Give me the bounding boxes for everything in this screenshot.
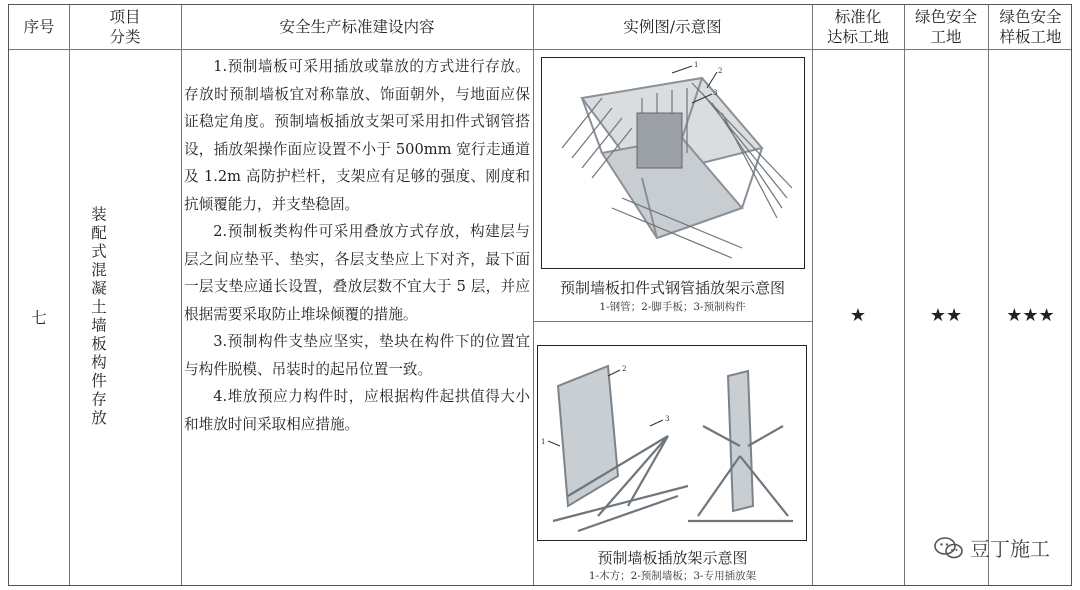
col-divider — [181, 5, 182, 585]
paragraph-1: 1.预制墙板可采用插放或靠放的方式进行存放。存放时预制墙板宜对称靠放、饰面朝外，与地面应保证稳定角度。预制墙板插放支架可采用扣件式钢管搭设，插放架操作面应设置不小于 500mm 宽行走通道及 1.2m 高防护栏杆，支架应有足够的强度、刚度和抗倾覆能力，并支垫稳固。 — [184, 58, 530, 213]
header-example: 实例图/示意图 — [623, 18, 722, 36]
figure-divider — [533, 321, 812, 322]
callout-1: 1 — [694, 61, 699, 69]
callout-2: 2 — [718, 67, 723, 75]
callout-3: 3 — [713, 89, 718, 97]
header-divider — [9, 49, 1071, 50]
wechat-icon — [934, 536, 964, 560]
stars-green-model: ★★★ — [1006, 305, 1055, 326]
header-content: 安全生产标准建设内容 — [279, 18, 435, 36]
header-category: 项目 分类 — [109, 8, 141, 46]
col-divider — [988, 5, 989, 585]
row-category — [69, 49, 127, 585]
header-green-model: 绿色安全 样板工地 — [999, 8, 1062, 46]
insertion-rack-diagram — [537, 345, 807, 541]
figure2-caption: 预制墙板插放架示意图 — [597, 549, 748, 567]
figure1-caption: 预制墙板扣件式钢管插放架示意图 — [559, 279, 785, 297]
figure2-legend: 1-木方；2-预制墙板；3-专用插放架 — [588, 570, 757, 582]
header-standard: 标准化 达标工地 — [826, 8, 889, 46]
paragraph-3: 3.预制构件支垫应坚实，垫块在构件下的位置宜与构件脱模、吊装时的起吊位置一致。 — [184, 333, 530, 378]
header-green-safe: 绿色安全 工地 — [914, 8, 977, 46]
callout-2: 2 — [622, 365, 627, 373]
col-divider — [904, 5, 905, 585]
col-divider — [812, 5, 813, 585]
watermark-text: 豆丁施工 — [970, 537, 1050, 561]
row-number: 七 — [31, 309, 47, 327]
stars-green-safe: ★★ — [929, 305, 963, 326]
watermark — [934, 533, 1050, 562]
callout-3: 3 — [665, 415, 670, 423]
standards-table — [8, 4, 1072, 586]
callout-1: 1 — [541, 438, 546, 446]
steel-pipe-rack-diagram — [541, 57, 805, 269]
row-category-text: 装配式混凝土墙板构件存放 — [89, 206, 107, 428]
figure1-legend: 1-钢管；2-脚手板；3-预制构件 — [599, 301, 746, 313]
content-text — [184, 53, 530, 438]
paragraph-2: 2.预制板类构件可采用叠放方式存放，构建层与层之间应垫平、垫实，各层支垫应上下对齐，最下面一层支垫应通长设置，叠放层数不宜大于 5 层，并应根据需要采取防止堆垛倾覆的措施。 — [184, 223, 530, 323]
insertion-rack-illustration — [538, 346, 806, 540]
header-no: 序号 — [23, 18, 55, 36]
steel-pipe-rack-illustration — [542, 58, 804, 268]
paragraph-4: 4.堆放预应力构件时，应根据构件起拱值得大小和堆放时间采取相应措施。 — [184, 388, 530, 433]
stars-standard: ★ — [849, 305, 867, 326]
